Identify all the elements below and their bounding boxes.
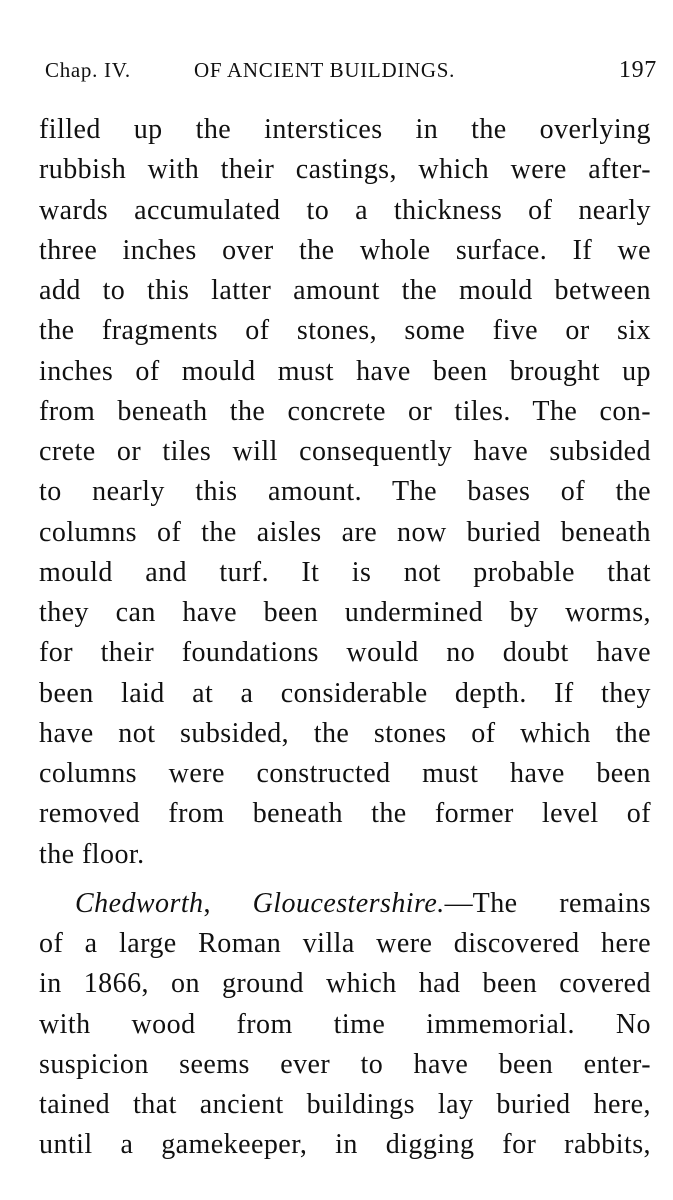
text-line: with wood from time immemorial. No <box>39 1008 651 1040</box>
text-line: tained that ancient buildings lay buried here, <box>39 1089 651 1120</box>
running-header <box>45 56 657 88</box>
county-name: Gloucestershire. <box>252 887 445 919</box>
text-line: the fragments of stones, some five or six <box>39 315 651 347</box>
paragraph-first <box>39 110 651 875</box>
page-number: 197 <box>618 57 657 83</box>
text-line: have not subsided, the stones of which the <box>39 717 651 749</box>
place-name: Chedworth <box>75 887 204 919</box>
text-line: rubbish with their castings, which were after- <box>39 154 651 186</box>
text-line: been laid at a considerable depth. If they <box>39 677 651 709</box>
text-line: for their foundations would no doubt have <box>39 637 651 669</box>
text-line: they can have been undermined by worms, <box>39 597 651 628</box>
text-line: columns were constructed must have been <box>39 758 651 789</box>
em-dash: — <box>444 887 473 919</box>
comma: , <box>203 887 211 919</box>
text-line: add to this latter amount the mould between <box>39 275 651 306</box>
text-line: in 1866, on ground which had been covered <box>39 968 651 1000</box>
text-line: three inches over the whole surface. If we <box>39 234 651 266</box>
text-line: columns of the aisles are now buried beneath <box>39 516 651 548</box>
text-line: wards accumulated to a thickness of nearly <box>39 194 651 226</box>
paragraph-chedworth <box>39 884 651 1166</box>
text-line: to nearly this amount. The bases of the <box>39 476 651 508</box>
text-line: of a large Roman villa were discovered here <box>39 928 651 959</box>
text-line: mould and turf. It is not probable that <box>39 556 651 588</box>
text-line: from beneath the concrete or tiles. The con- <box>39 395 651 427</box>
text-line: suspicion seems ever to have been enter- <box>39 1048 651 1080</box>
text-line: inches of mould must have been brought up <box>39 355 651 387</box>
text-line: removed from beneath the former level of <box>39 798 651 830</box>
body-text <box>39 110 651 1166</box>
chapter-label: Chap. IV. <box>45 58 131 82</box>
text-line: until a gamekeeper, in digging for rabbits, <box>39 1129 651 1161</box>
running-title: OF ANCIENT BUILDINGS. <box>194 58 456 82</box>
line-rest: The remains <box>472 887 651 919</box>
text-line: filled up the interstices in the overlying <box>39 114 651 145</box>
text-line: crete or tiles will consequently have subsided <box>39 436 651 467</box>
text-line: the floor. <box>39 838 145 870</box>
paragraph-first-line <box>39 884 651 924</box>
